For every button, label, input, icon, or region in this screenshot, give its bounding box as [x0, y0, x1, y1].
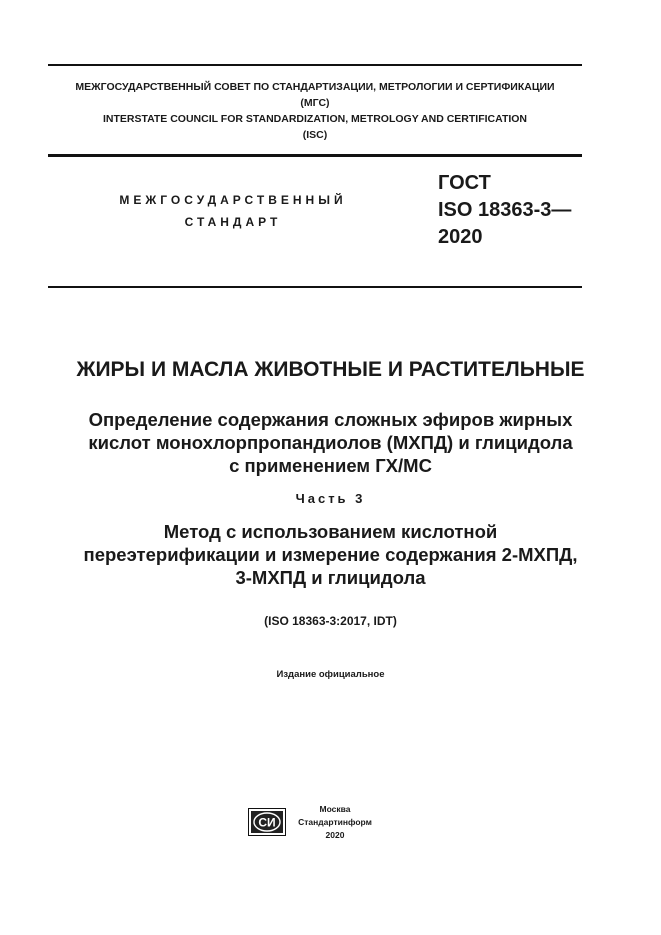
logo-text: СИ — [258, 815, 276, 830]
subtitle-line2: кислот монохлорпропандиолов (МХПД) и глицидола — [88, 432, 573, 453]
standartinform-logo-icon — [248, 808, 286, 836]
gost-year: 2020 — [438, 226, 483, 248]
publisher-name: Стандартинформ — [298, 817, 372, 827]
standard-bottom-rule — [48, 286, 582, 288]
publisher-block — [295, 803, 375, 842]
subtitle-line3: с применением ГХ/МС — [229, 455, 432, 476]
subtitle — [20, 408, 641, 477]
part-title-line2: переэтерификации и измерение содержания 2-МХПД, — [83, 544, 578, 565]
gost-designation — [438, 170, 571, 251]
header-bottom-rule — [48, 154, 582, 157]
council-en — [48, 111, 582, 143]
part-title-line1: Метод с использованием кислотной — [163, 521, 498, 542]
gost-number: ISO 18363-3— — [438, 199, 572, 221]
interstate-standard-line2: СТАНДАРТ — [184, 215, 282, 229]
council-en-line1: INTERSTATE COUNCIL FOR STANDARDIZATION, METROLOGY AND CERTIFICATION — [102, 113, 528, 125]
edition-note: Издание официальное — [276, 669, 385, 680]
interstate-standard-label — [48, 189, 418, 233]
part-title — [20, 520, 641, 589]
gost-label: ГОСТ — [438, 172, 491, 194]
iso-reference: (ISO 18363-3:2017, IDT) — [264, 614, 397, 628]
council-ru — [48, 79, 582, 111]
part-label: Часть 3 — [295, 491, 366, 506]
main-title: ЖИРЫ И МАСЛА ЖИВОТНЫЕ И РАСТИТЕЛЬНЫЕ — [76, 358, 585, 381]
publisher-year: 2020 — [325, 830, 345, 840]
council-en-line2: (ISC) — [302, 129, 328, 141]
top-rule — [48, 64, 582, 66]
council-ru-line2: (МГС) — [300, 97, 330, 109]
council-ru-line1: МЕЖГОСУДАРСТВЕННЫЙ СОВЕТ ПО СТАНДАРТИЗАЦИИ, МЕТРОЛОГИИ И СЕРТИФИКАЦИИ — [75, 81, 555, 93]
subtitle-line1: Определение содержания сложных эфиров жирных — [88, 409, 573, 430]
publisher-city: Москва — [319, 804, 351, 814]
interstate-standard-line1: МЕЖГОСУДАРСТВЕННЫЙ — [119, 193, 347, 207]
part-title-line3: 3-МХПД и глицидола — [235, 567, 426, 588]
